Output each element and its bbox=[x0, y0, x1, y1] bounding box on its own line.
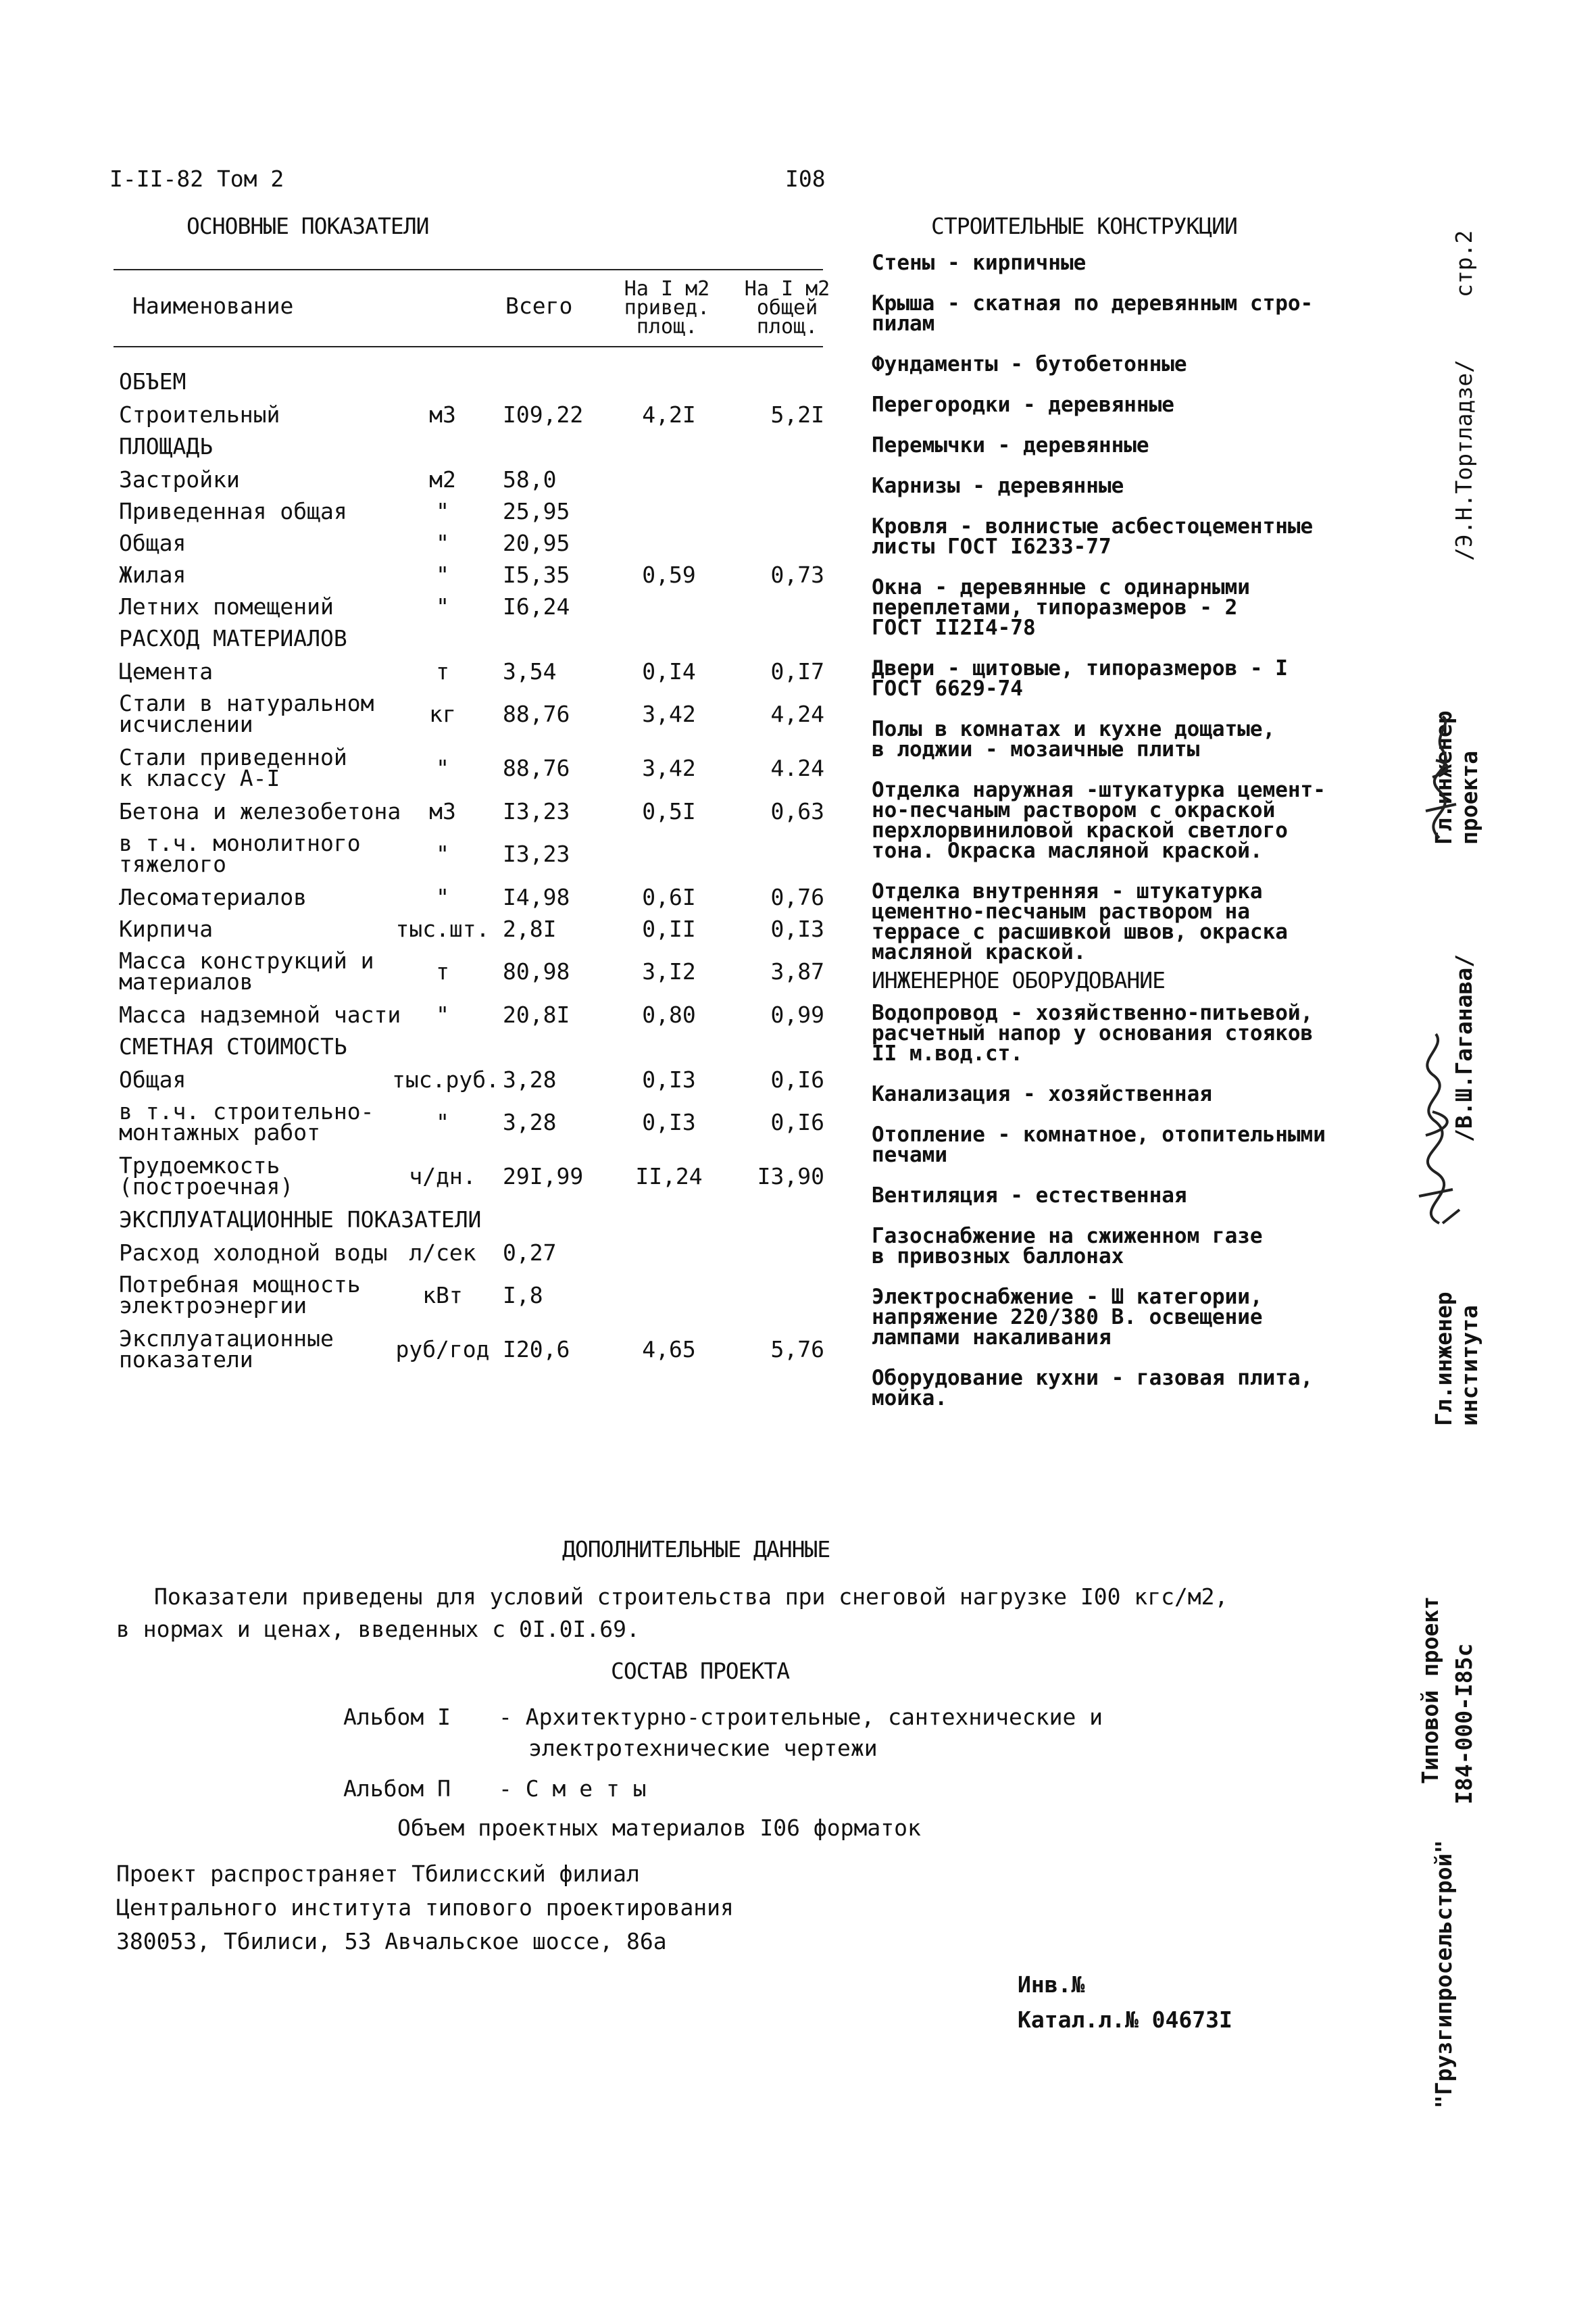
row-total: 29I,99 bbox=[503, 1163, 584, 1189]
row-total: I,8 bbox=[503, 1282, 543, 1308]
row-total: 20,95 bbox=[503, 530, 570, 556]
row-per-total-area: 0,99 bbox=[770, 1002, 824, 1028]
construction-item-11-line: перхлорвиниловой краской светлого bbox=[872, 818, 1288, 843]
column-header-per-total: На I м2 общей площ. bbox=[744, 277, 830, 339]
row-per-total-area: 3,87 bbox=[770, 958, 824, 985]
row-per-total-area: 4.24 bbox=[770, 755, 824, 781]
row-per-reduced-area: 0,6I bbox=[642, 884, 696, 910]
row-per-reduced-area: 0,5I bbox=[642, 798, 696, 824]
row-name: Кирпича bbox=[119, 916, 214, 942]
row-total: I4,98 bbox=[503, 884, 570, 910]
construction-item-10-line: Полы в комнатах и кухне дощатые, bbox=[872, 717, 1276, 741]
row-name: (построечная) bbox=[119, 1173, 294, 1200]
row-per-total-area: 0,I6 bbox=[770, 1066, 824, 1093]
row-total: 2,8I bbox=[503, 916, 557, 942]
row-total: 88,76 bbox=[503, 701, 570, 727]
row-unit: " bbox=[436, 1109, 449, 1135]
album-1-text-line-1: - Архитектурно-строительные, сантехнические и bbox=[499, 1704, 1103, 1730]
construction-item-12-line: цементно-песчаным раствором на bbox=[872, 900, 1250, 924]
row-total: I6,24 bbox=[503, 593, 570, 620]
row-unit: м3 bbox=[429, 401, 456, 428]
construction-item-12-line: террасе с расшивкой швов, окраска bbox=[872, 920, 1288, 944]
engineering-item-5-line: в привозных баллонах bbox=[872, 1244, 1124, 1269]
row-per-total-area: 4,24 bbox=[770, 701, 824, 727]
section-heading: СМЕТНАЯ СТОИМОСТЬ bbox=[119, 1033, 347, 1060]
engineering-item-5-line: Газоснабжение на сжиженном газе bbox=[872, 1224, 1263, 1248]
engineering-item-3-line: Отопление - комнатное, отопительными bbox=[872, 1123, 1326, 1147]
row-unit: кг bbox=[429, 701, 456, 727]
row-per-total-area: 5,2I bbox=[770, 401, 824, 428]
engineering-item-6-line: лампами накаливания bbox=[872, 1325, 1112, 1350]
row-per-reduced-area: 4,65 bbox=[642, 1336, 696, 1362]
construction-item-7-line: листы ГОСТ I6233-77 bbox=[872, 535, 1112, 559]
construction-item-8-line: переплетами, типоразмеров - 2 bbox=[872, 595, 1238, 620]
album-2-label: Альбом П bbox=[343, 1775, 451, 1802]
row-unit: " bbox=[436, 755, 449, 781]
construction-item-10-line: в лоджии - мозаичные плиты bbox=[872, 737, 1200, 762]
engineering-item-6-line: Электроснабжение - Ш категории, bbox=[872, 1285, 1263, 1309]
additional-text-line-2: в нормах и ценах, введенных с 0I.0I.69. bbox=[116, 1616, 640, 1642]
row-unit: " bbox=[436, 530, 449, 556]
row-name: показатели bbox=[119, 1346, 253, 1373]
row-per-total-area: 0,73 bbox=[770, 562, 824, 588]
volume-text: Объем проектных материалов I06 форматок bbox=[397, 1815, 921, 1841]
row-name: тяжелого bbox=[119, 851, 226, 877]
row-name: Летних помещений bbox=[119, 593, 334, 620]
engineering-item-3-line: печами bbox=[872, 1143, 947, 1167]
distributor-line-1: Проект распространяет Тбилисский филиал bbox=[116, 1861, 640, 1887]
row-name: Стали в натуральном bbox=[119, 690, 374, 716]
row-total: 80,98 bbox=[503, 958, 570, 985]
construction-item-6-line: Карнизы - деревянные bbox=[872, 474, 1124, 498]
construction-item-2-line: Крыша - скатная по деревянным стро- bbox=[872, 291, 1314, 316]
row-name: материалов bbox=[119, 968, 253, 995]
series-label: I-II-82 Том 2 bbox=[109, 166, 284, 192]
row-per-total-area: I3,90 bbox=[757, 1163, 824, 1189]
row-per-reduced-area: 0,I3 bbox=[642, 1109, 696, 1135]
engineering-item-4-line: Вентиляция - естественная bbox=[872, 1183, 1187, 1208]
side-project-type-2: I84-000-I85с bbox=[1451, 1643, 1477, 1804]
row-name: Застройки bbox=[119, 466, 240, 493]
row-per-total-area: 0,I7 bbox=[770, 658, 824, 685]
row-name: Приведенная общая bbox=[119, 498, 347, 524]
engineering-item-6-line: напряжение 220/380 В. освещение bbox=[872, 1305, 1263, 1329]
row-per-reduced-area: 4,2I bbox=[642, 401, 696, 428]
row-total: 20,8I bbox=[503, 1002, 570, 1028]
row-total: 3,28 bbox=[503, 1109, 557, 1135]
row-unit: " bbox=[436, 841, 449, 867]
additional-data-title: ДОПОЛНИТЕЛЬНЫЕ ДАННЫЕ bbox=[562, 1536, 830, 1562]
side-engineer-2: /В.Ш.Гаганава/ bbox=[1451, 954, 1477, 1142]
additional-text-line-1: Показатели приведены для условий строительства при снеговой нагрузке I00 кгс/м2, bbox=[154, 1583, 1228, 1610]
row-unit: " bbox=[436, 1002, 449, 1028]
row-per-reduced-area: 0,I4 bbox=[642, 658, 696, 685]
side-page-label: стр.2 bbox=[1451, 230, 1477, 297]
row-name: монтажных работ bbox=[119, 1119, 321, 1146]
engineering-item-7-line: мойка. bbox=[872, 1386, 947, 1410]
row-name: Эксплуатационные bbox=[119, 1325, 334, 1352]
section-heading: ПЛОЩАДЬ bbox=[119, 433, 214, 460]
construction-item-9-line: ГОСТ 6629-74 bbox=[872, 676, 1023, 701]
construction-item-9-line: Двери - щитовые, типоразмеров - I bbox=[872, 656, 1288, 681]
row-per-total-area: 0,I6 bbox=[770, 1109, 824, 1135]
column-header-per-reduced: На I м2 привед. площ. bbox=[624, 277, 710, 339]
construction-item-5-line: Перемычки - деревянные bbox=[872, 433, 1149, 458]
row-total: 3,54 bbox=[503, 658, 557, 685]
row-unit: " bbox=[436, 498, 449, 524]
row-per-reduced-area: 0,80 bbox=[642, 1002, 696, 1028]
row-total: 0,27 bbox=[503, 1239, 557, 1266]
row-name: в т.ч. монолитного bbox=[119, 830, 361, 856]
row-name: Расход холодной воды bbox=[119, 1239, 388, 1266]
engineering-title: ИНЖЕНЕРНОЕ ОБОРУДОВАНИЕ bbox=[872, 967, 1165, 993]
row-per-reduced-area: 0,59 bbox=[642, 562, 696, 588]
row-name: в т.ч. строительно- bbox=[119, 1098, 374, 1125]
construction-item-12-line: Отделка внутренняя - штукатурка bbox=[872, 879, 1263, 904]
column-header-total: Всего bbox=[505, 293, 573, 319]
side-chief-project-engineer-2: проекта bbox=[1456, 750, 1482, 845]
row-unit: " bbox=[436, 593, 449, 620]
row-name: Общая bbox=[119, 1066, 186, 1093]
row-total: 25,95 bbox=[503, 498, 570, 524]
row-name: Трудоемкость bbox=[119, 1152, 280, 1179]
distributor-line-3: 380053, Тбилиси, 53 Авчальское шоссе, 86а bbox=[116, 1928, 667, 1954]
row-total: 58,0 bbox=[503, 466, 557, 493]
row-per-reduced-area: 0,I3 bbox=[642, 1066, 696, 1093]
row-unit: кВт bbox=[422, 1282, 463, 1308]
side-engineer-1: /Э.Н.Тортладзе/ bbox=[1451, 359, 1477, 561]
side-chief-institute-engineer-2: института bbox=[1456, 1305, 1482, 1426]
row-unit: ч/дн. bbox=[409, 1163, 476, 1189]
row-name: Общая bbox=[119, 530, 186, 556]
row-name: к классу А-I bbox=[119, 765, 280, 791]
row-per-reduced-area: 0,II bbox=[642, 916, 696, 942]
engineering-item-1-line: расчетный напор у основания стояков bbox=[872, 1021, 1314, 1045]
row-unit: руб/год bbox=[395, 1336, 490, 1362]
construction-item-11-line: тона. Окраска масляной краской. bbox=[872, 839, 1263, 863]
section-heading: ОБЪЕМ bbox=[119, 368, 186, 395]
construction-item-8-line: ГОСТ II2I4-78 bbox=[872, 616, 1036, 640]
side-chief-project-engineer-1: Гл.инженер bbox=[1430, 710, 1457, 845]
row-total: 88,76 bbox=[503, 755, 570, 781]
distributor-line-2: Центрального института типового проектирования bbox=[116, 1894, 734, 1921]
engineering-item-2-line: Канализация - хозяйственная bbox=[872, 1082, 1212, 1106]
row-total: I20,6 bbox=[503, 1336, 570, 1362]
engineering-item-1-line: Водопровод - хозяйственно-питьевой, bbox=[872, 1001, 1314, 1025]
row-per-reduced-area: 3,I2 bbox=[642, 958, 696, 985]
page-number: I08 bbox=[785, 166, 826, 192]
row-unit: " bbox=[436, 884, 449, 910]
row-name: Лесоматериалов bbox=[119, 884, 307, 910]
row-total: I3,23 bbox=[503, 841, 570, 867]
row-unit: тыс.шт. bbox=[395, 916, 490, 942]
row-total: I3,23 bbox=[503, 798, 570, 824]
row-name: Жилая bbox=[119, 562, 186, 588]
table-header-rule bbox=[114, 346, 823, 347]
row-unit: м2 bbox=[429, 466, 456, 493]
construction-item-4-line: Перегородки - деревянные bbox=[872, 393, 1174, 417]
side-chief-institute-engineer-1: Гл.инженер bbox=[1430, 1291, 1457, 1426]
signature-2 bbox=[1399, 1027, 1473, 1230]
engineering-item-1-line: II м.вод.ст. bbox=[872, 1041, 1023, 1066]
main-indicators-title: ОСНОВНЫЕ ПОКАЗАТЕЛИ bbox=[186, 213, 429, 239]
row-total: 3,28 bbox=[503, 1066, 557, 1093]
row-name: Масса надземной части bbox=[119, 1002, 401, 1028]
row-per-reduced-area: II,24 bbox=[635, 1163, 703, 1189]
row-name: Строительный bbox=[119, 401, 280, 428]
section-heading: РАСХОД МАТЕРИАЛОВ bbox=[119, 625, 347, 651]
section-heading: ЭКСПЛУАТАЦИОННЫЕ ПОКАЗАТЕЛИ bbox=[119, 1206, 482, 1233]
construction-item-1-line: Стены - кирпичные bbox=[872, 251, 1087, 275]
engineering-item-7-line: Оборудование кухни - газовая плита, bbox=[872, 1366, 1314, 1390]
row-total: I09,22 bbox=[503, 401, 584, 428]
inventory-number: Инв.№ bbox=[1018, 1971, 1085, 1998]
row-unit: т bbox=[436, 958, 449, 985]
album-2-text: - С м е т ы bbox=[499, 1775, 647, 1802]
row-unit: м3 bbox=[429, 798, 456, 824]
composition-title: СОСТАВ ПРОЕКТА bbox=[611, 1658, 790, 1684]
album-1-label: Альбом I bbox=[343, 1704, 451, 1730]
row-per-reduced-area: 3,42 bbox=[642, 755, 696, 781]
row-name: Стали приведенной bbox=[119, 744, 347, 770]
construction-item-12-line: масляной краской. bbox=[872, 940, 1087, 964]
side-project-type-1: Типовой проект bbox=[1417, 1596, 1443, 1784]
construction-item-2-line: пилам bbox=[872, 312, 935, 336]
catalog-sheet-number: Катал.л.№ 04673I bbox=[1018, 2007, 1232, 2033]
row-name: Потребная мощность bbox=[119, 1271, 361, 1298]
side-organization: "Грузгипросельстрой" bbox=[1430, 1840, 1457, 2109]
row-unit: л/сек bbox=[409, 1239, 476, 1266]
album-1-text-line-2: электротехнические чертежи bbox=[528, 1735, 878, 1761]
column-header-name: Наименование bbox=[132, 293, 294, 319]
row-name: Бетона и железобетона bbox=[119, 798, 401, 824]
construction-item-3-line: Фундаменты - бутобетонные bbox=[872, 352, 1187, 376]
row-per-total-area: 5,76 bbox=[770, 1336, 824, 1362]
row-unit: тыс.руб. bbox=[392, 1066, 499, 1093]
row-name: Цемента bbox=[119, 658, 214, 685]
construction-item-11-line: но-песчаным раствором с окраской bbox=[872, 798, 1276, 822]
table-top-rule bbox=[114, 269, 823, 270]
row-name: исчислении bbox=[119, 711, 253, 737]
row-name: электроэнергии bbox=[119, 1292, 307, 1319]
row-unit: " bbox=[436, 562, 449, 588]
row-per-total-area: 0,76 bbox=[770, 884, 824, 910]
row-per-reduced-area: 3,42 bbox=[642, 701, 696, 727]
row-total: I5,35 bbox=[503, 562, 570, 588]
construction-item-11-line: Отделка наружная -штукатурка цемент- bbox=[872, 778, 1326, 802]
construction-item-8-line: Окна - деревянные с одинарными bbox=[872, 575, 1250, 599]
construction-item-7-line: Кровля - волнистые асбестоцементные bbox=[872, 514, 1314, 539]
row-per-total-area: 0,I3 bbox=[770, 916, 824, 942]
constructions-title: СТРОИТЕЛЬНЫЕ КОНСТРУКЦИИ bbox=[931, 213, 1237, 239]
row-name: Масса конструкций и bbox=[119, 947, 374, 974]
row-per-total-area: 0,63 bbox=[770, 798, 824, 824]
signature-1 bbox=[1412, 710, 1466, 845]
row-unit: т bbox=[436, 658, 449, 685]
